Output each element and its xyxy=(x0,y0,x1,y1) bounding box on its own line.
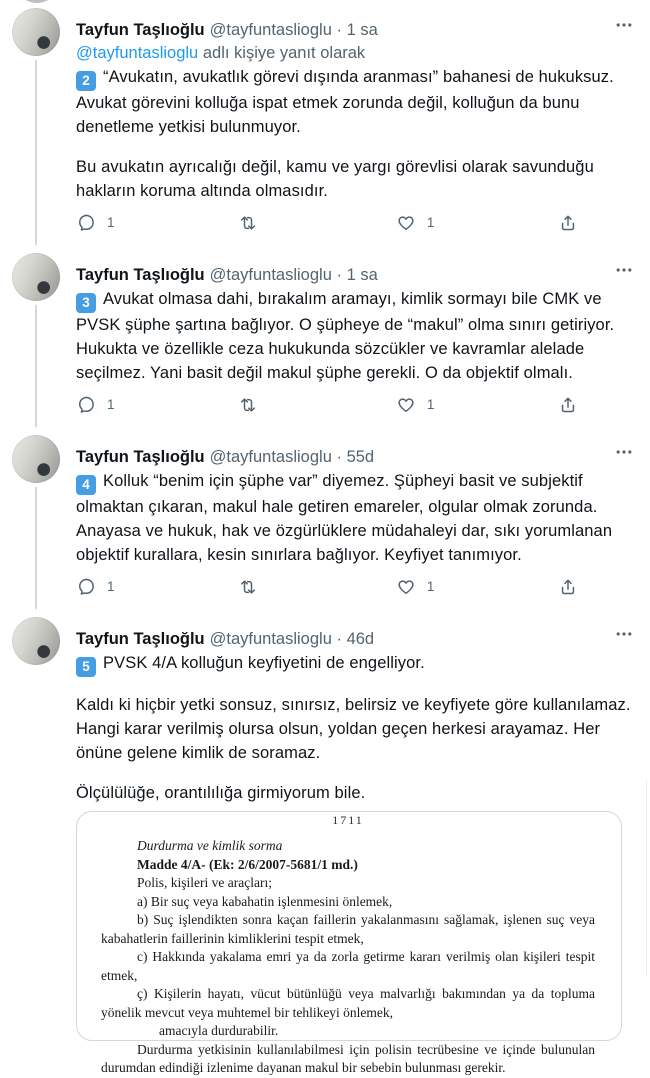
avatar[interactable] xyxy=(12,8,60,56)
reply-count: 1 xyxy=(107,397,115,412)
keycap-number-badge: 5 xyxy=(76,657,96,677)
tweet-header xyxy=(76,440,634,468)
like-button[interactable] xyxy=(396,577,435,597)
author-handle[interactable]: @tayfuntaslioglu xyxy=(209,266,332,284)
reply-context-handle[interactable]: @tayfuntaslioglu xyxy=(76,44,199,62)
share-button[interactable] xyxy=(558,213,592,233)
more-button[interactable] xyxy=(606,13,634,35)
tweet-text-segment: “Avukatın, avukatlık görevi dışında aranması” bahanesi de hukuksuz. Avukat görevini kolluğa ispat etmek zorunda değil, kolluğun da bunu denetleme yetkisi bulunmuyor. xyxy=(76,68,614,136)
thread-connector xyxy=(35,305,37,427)
tweet xyxy=(0,0,650,245)
document-line: amacıyla durdurabilir. xyxy=(159,1023,279,1038)
retweet-button[interactable] xyxy=(238,213,272,233)
keycap-number-badge: 4 xyxy=(76,475,96,495)
retweet-button[interactable] xyxy=(238,395,272,415)
document-page xyxy=(77,813,621,1075)
like-count: 1 xyxy=(426,215,435,230)
document-line: c) Hakkında yakalama emri ya da zorla getirme kararı verilmiş olan kişileri tespit etmek, xyxy=(101,949,595,983)
reply-count: 1 xyxy=(107,579,115,594)
tweet-gutter xyxy=(12,617,60,1041)
document-line: ç) Kişilerin hayatı, vücut bütünlüğü veya malvarlığı bakımından ya da topluma yönelik mevcut veya muhtemel bir tehlikeyi önlemek, xyxy=(101,986,595,1020)
author-name[interactable]: Tayfun Taşlıoğlu xyxy=(76,630,205,648)
retweet-icon xyxy=(238,577,258,597)
tweet-header xyxy=(76,13,634,41)
author-handle[interactable]: @tayfuntaslioglu xyxy=(209,21,332,39)
tweet xyxy=(0,427,650,609)
share-icon xyxy=(558,213,578,233)
reply-context-text: adlı kişiye yanıt olarak xyxy=(202,44,366,62)
more-button[interactable] xyxy=(606,622,634,644)
avatar[interactable] xyxy=(12,617,60,665)
like-count: 1 xyxy=(426,579,435,594)
reply-button[interactable] xyxy=(76,213,115,233)
tweet-text-segment: PVSK 4/A kolluğun keyfiyetini de engelliyor. xyxy=(103,654,425,672)
tweet-gutter xyxy=(12,253,60,427)
ellipsis-icon xyxy=(614,15,634,35)
tweet-content xyxy=(76,617,634,1075)
tweet-actions xyxy=(76,577,592,609)
keycap-number-badge: 3 xyxy=(76,293,96,313)
reply-context xyxy=(76,42,634,64)
attached-image-legal-document[interactable] xyxy=(76,811,622,1075)
avatar[interactable] xyxy=(12,435,60,483)
tweet-content xyxy=(76,435,634,609)
reply-button[interactable] xyxy=(76,577,115,597)
reply-icon xyxy=(76,213,96,233)
document-line: a) Bir suç veya kabahatin işlenmesini önlemek, xyxy=(137,893,393,909)
retweet-icon xyxy=(238,213,258,233)
like-count: 1 xyxy=(426,397,435,412)
timestamp[interactable]: · 1 sa xyxy=(332,20,378,41)
tweet xyxy=(0,245,650,427)
share-icon xyxy=(558,395,578,415)
tweet-text: Ölçülülüğe, orantılılığa girmiyorum bile. xyxy=(76,784,366,802)
author-handle[interactable]: @tayfuntaslioglu xyxy=(209,630,332,648)
reply-button[interactable] xyxy=(76,395,115,415)
tweet-text: Kaldı ki hiçbir yetki sonsuz, sınırsız, belirsiz ve keyfiyete göre kullanılamaz. Hangi karar verilmiş olursa olsun, yoldan geçen herkesi arayamaz. Her önüne gelene kimlik de soramaz. xyxy=(76,696,631,762)
tweet-gutter xyxy=(12,435,60,609)
thread-connector xyxy=(35,487,37,609)
tweet-text-segment: Kolluk “benim için şüphe var” diyemez. Şüpheyi basit ve subjektif olmaktan çıkaran, makul hale getiren emareler, olgular olmak zorunda. Anayasa ve hukuk, hak ve özgürlüklere müdahaleyi dar, sıkı yorumlanan objektif kurallara, kesin sınırlara bağlıyor. Keyfiyet tanımıyor. xyxy=(76,472,613,564)
tweet-header xyxy=(76,258,634,286)
share-button[interactable] xyxy=(558,395,592,415)
more-button[interactable] xyxy=(606,440,634,462)
ellipsis-icon xyxy=(614,442,634,462)
avatar[interactable] xyxy=(12,253,60,301)
timestamp[interactable]: · 55d xyxy=(332,447,374,468)
reply-count: 1 xyxy=(107,215,115,230)
tweet-header xyxy=(76,622,634,650)
keycap-number-badge: 2 xyxy=(76,71,96,91)
document-section-title: Durdurma ve kimlik sorma xyxy=(137,838,283,853)
tweet-text xyxy=(76,65,634,139)
retweet-button[interactable] xyxy=(238,577,272,597)
heart-icon xyxy=(396,213,416,233)
document-line: Polis, kişileri ve araçları; xyxy=(137,875,272,890)
author-handle[interactable]: @tayfuntaslioglu xyxy=(209,448,332,466)
document-line: b) Suç işlendikten sonra kaçan faillerin yakalanmasını sağlamak, işlenen suç veya kabahatlerin faillerinin kimliklerini tespit etmek, xyxy=(101,912,595,946)
tweet-text xyxy=(76,287,634,385)
tweet-actions xyxy=(76,213,592,245)
author-name[interactable]: Tayfun Taşlıoğlu xyxy=(76,21,205,39)
heart-icon xyxy=(396,395,416,415)
timestamp[interactable]: · 46d xyxy=(332,629,374,650)
tweet xyxy=(0,609,650,1075)
tweet-text: Bu avukatın ayrıcalığı değil, kamu ve yargı görevlisi olarak savunduğu hakların koruma altında olmasıdır. xyxy=(76,158,594,200)
document-line-clipped: Durdurma yetkisinin kullanılabilmesi için polisin tecrübesine ve içinde bulunulan durumdan edindiği izlenime dayanan makul bir sebebin bulunması gerekir. xyxy=(101,1041,595,1075)
tweet-actions xyxy=(76,395,592,427)
document-body xyxy=(101,837,595,1075)
tweet-gutter xyxy=(12,8,60,245)
document-page-number: 1711 xyxy=(332,813,364,827)
like-button[interactable] xyxy=(396,395,435,415)
thread-connector xyxy=(35,60,37,245)
author-name[interactable]: Tayfun Taşlıoğlu xyxy=(76,266,205,284)
tweet-text-segment: Avukat olmasa dahi, bırakalım aramayı, kimlik sormayı bile CMK ve PVSK şüphe şartına bağlıyor. O şüpheye de “makul” olma sınırı getiriyor. Hukukta ve özellikle ceza hukukunda sözcükler ve kavramlar alelade seçilmez. Yani basit değil makul şüphe gerekli. O da objektif olmalı. xyxy=(76,290,615,382)
heart-icon xyxy=(396,577,416,597)
reply-icon xyxy=(76,577,96,597)
document-article-heading: Madde 4/A- (Ek: 2/6/2007-5681/1 md.) xyxy=(137,856,358,872)
tweet-text xyxy=(76,469,634,567)
author-name[interactable]: Tayfun Taşlıoğlu xyxy=(76,448,205,466)
more-button[interactable] xyxy=(606,258,634,280)
column-divider xyxy=(646,780,647,976)
share-icon xyxy=(558,577,578,597)
tweet-text xyxy=(76,651,634,677)
share-button[interactable] xyxy=(558,577,592,597)
tweet-content xyxy=(76,8,634,245)
ellipsis-icon xyxy=(614,260,634,280)
retweet-icon xyxy=(238,395,258,415)
timestamp[interactable]: · 1 sa xyxy=(332,265,378,286)
reply-icon xyxy=(76,395,96,415)
like-button[interactable] xyxy=(396,213,435,233)
tweet-content xyxy=(76,253,634,427)
ellipsis-icon xyxy=(614,624,634,644)
